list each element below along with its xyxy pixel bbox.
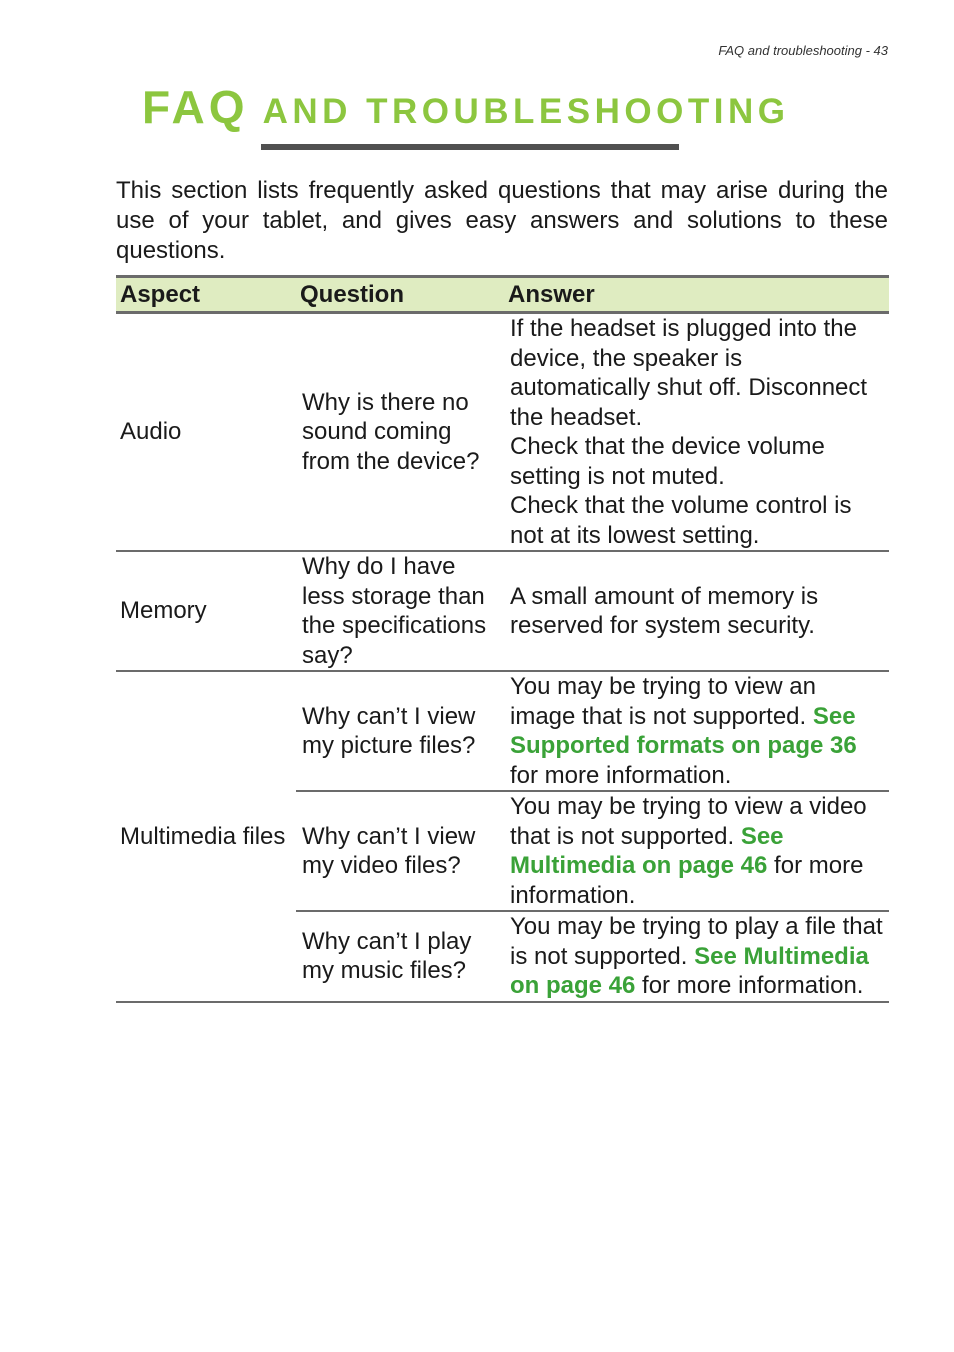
question-cell: Why is there no sound coming from the device? <box>296 313 504 552</box>
answer-text: A small amount of memory is reserved for system security. <box>510 582 819 639</box>
chapter-title-rest: AND TROUBLESHOOTING <box>262 92 790 131</box>
cross-reference-link[interactable]: See Multimedia on page 46 <box>510 942 869 999</box>
table-row <box>116 551 889 671</box>
answer-text: You may be trying to view a video that is not supported. <box>510 793 867 850</box>
answer-text: for more information. <box>510 761 732 789</box>
title-underline <box>261 144 679 150</box>
answer-cell <box>504 671 889 791</box>
question-cell: Why can’t I view my picture files? <box>296 671 504 791</box>
header-answer: Answer <box>504 277 889 313</box>
aspect-cell: Memory <box>116 551 296 671</box>
chapter-title <box>142 81 790 133</box>
answer-text: If the headset is plugged into the device, the speaker is automatically shut off. Disconnect the headset. <box>510 315 868 431</box>
answer-text: for more information. <box>635 972 864 999</box>
answer-text: Check that the device volume setting is not muted. <box>510 433 825 490</box>
answer-text: Check that the volume control is not at its lowest setting. <box>510 492 852 549</box>
aspect-cell: Audio <box>116 313 296 552</box>
faq-table <box>116 275 889 1003</box>
table-row <box>116 313 889 552</box>
running-header: FAQ and troubleshooting - 43 <box>718 43 888 58</box>
question-cell: Why can’t I view my video files? <box>296 791 504 911</box>
answer-cell <box>504 313 889 552</box>
header-aspect: Aspect <box>116 277 296 313</box>
answer-text: for more information. <box>510 852 864 909</box>
aspect-cell: Multimedia files <box>116 671 296 1002</box>
question-cell: Why can’t I play my music files? <box>296 911 504 1002</box>
chapter-title-faq: FAQ <box>142 81 249 133</box>
answer-cell <box>504 791 889 911</box>
intro-paragraph: This section lists frequently asked questions that may arise during the use of your tablet, and gives easy answers and solutions to these questions. <box>116 177 888 264</box>
cross-reference-link[interactable]: See Multimedia on page 46 <box>510 822 784 879</box>
answer-text: You may be trying to view an image that is not supported. <box>510 673 816 730</box>
table-row <box>116 671 889 791</box>
cross-reference-link[interactable]: See Supported formats on page 36 <box>510 702 857 759</box>
question-cell: Why do I have less storage than the specifications say? <box>296 551 504 671</box>
table-header-row <box>116 277 889 313</box>
answer-cell <box>504 551 889 671</box>
answer-text: You may be trying to play a file that is not supported. <box>510 913 883 970</box>
answer-cell <box>504 911 889 1002</box>
header-question: Question <box>296 277 504 313</box>
